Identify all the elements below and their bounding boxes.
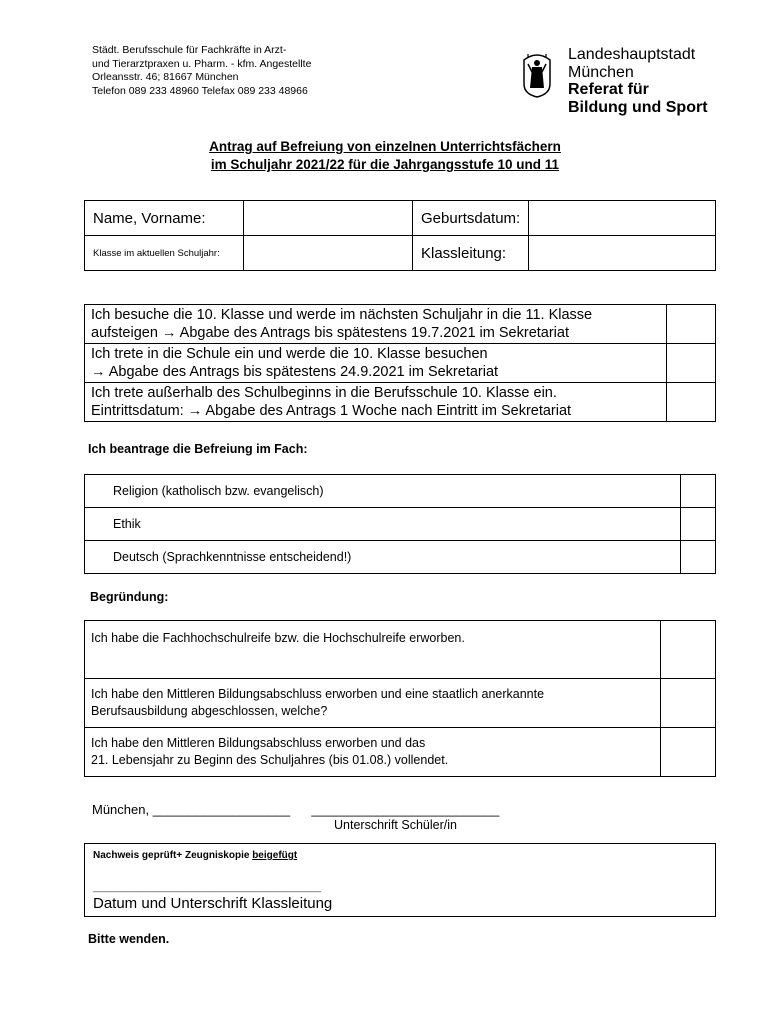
reason-line-1: Ich habe die Fachhochschulreife bzw. die Hochschulreife erworben.	[91, 631, 465, 645]
birthdate-label: Geburtsdatum:	[413, 201, 529, 236]
reason-checkbox[interactable]	[661, 679, 716, 728]
status-line-1: Ich besuche die 10. Klasse und werde im nächsten Schuljahr in die 11. Klasse	[91, 307, 593, 323]
teacher-label: Klassleitung:	[413, 236, 529, 271]
status-checkbox[interactable]	[667, 344, 716, 383]
subject-label: Deutsch (Sprachkenntnisse entscheidend!)	[85, 541, 681, 574]
student-signature-line[interactable]: __________________________	[311, 802, 500, 817]
school-line-3: Orleansstr. 46; 81667 München	[92, 71, 239, 83]
proof-title-text: Nachweis geprüft+ Zeugniskopie	[93, 850, 253, 861]
school-address	[92, 44, 311, 98]
teacher-signature-label: Datum und Unterschrift Klassleitung	[93, 895, 333, 912]
status-line-1: Ich trete in die Schule ein und werde die 10. Klasse besuchen	[91, 346, 488, 362]
reason-text	[85, 679, 661, 728]
name-field[interactable]	[244, 201, 413, 236]
subject-checkbox[interactable]	[681, 508, 716, 541]
status-text	[85, 344, 667, 383]
muenchner-kindl-icon	[522, 50, 552, 98]
reason-line-2: Berufsausbildung abgeschlossen, welche?	[91, 704, 328, 718]
status-row	[85, 383, 716, 422]
subject-checkbox[interactable]	[681, 475, 716, 508]
proof-box	[84, 843, 716, 917]
reason-line-1: Ich habe den Mittleren Bildungsabschluss erworben und eine staatlich anerkannte	[91, 687, 545, 701]
title-line-2: im Schuljahr 2021/22 für die Jahrgangsstufe 10 und 11	[210, 157, 560, 172]
dept-line-1: Referat für	[568, 81, 649, 98]
status-line-2: → Abgabe des Antrags bis spätestens 24.9.2021 im Sekretariat	[91, 364, 499, 380]
dept-line-2: Bildung und Sport	[568, 98, 708, 116]
status-row	[85, 344, 716, 383]
class-field[interactable]	[244, 236, 413, 271]
place-date-field[interactable]: München, ___________________	[92, 802, 291, 817]
reason-line-2: 21. Lebensjahr zu Beginn des Schuljahres (bis 01.08.) vollendet.	[91, 753, 449, 767]
teacher-signature-line[interactable]: _________________________________________	[93, 882, 322, 893]
school-line-4: Telefon 089 233 48960 Telefax 089 233 48966	[92, 84, 308, 97]
reasons-table	[84, 620, 716, 777]
status-line-2: aufsteigen → Abgabe des Antrags bis spätestens 19.7.2021 im Sekretariat	[91, 325, 569, 341]
reason-line-1: Ich habe den Mittleren Bildungsabschluss erworben und das	[91, 736, 426, 750]
reason-checkbox[interactable]	[661, 728, 716, 777]
student-signature-label: Unterschrift Schüler/in	[334, 818, 457, 832]
please-turn-note: Bitte wenden.	[88, 932, 170, 946]
subject-label: Ethik	[85, 508, 681, 541]
subject-checkbox[interactable]	[681, 541, 716, 574]
status-text	[85, 383, 667, 422]
name-label: Name, Vorname:	[85, 201, 244, 236]
subjects-table	[84, 474, 716, 574]
teacher-field[interactable]	[529, 236, 716, 271]
status-checkbox[interactable]	[667, 305, 716, 344]
birthdate-field[interactable]	[529, 201, 716, 236]
status-line-1: Ich trete außerhalb des Schulbeginns in die Berufsschule 10. Klasse ein.	[91, 385, 557, 401]
reason-row	[85, 621, 716, 679]
class-label: Klasse im aktuellen Schuljahr:	[85, 236, 244, 271]
reason-text	[85, 728, 661, 777]
subject-row	[85, 541, 716, 574]
personal-data-table	[84, 200, 716, 271]
signature-row	[92, 802, 499, 817]
status-row	[85, 305, 716, 344]
city-line-1: Landeshauptstadt	[568, 46, 696, 63]
reason-text	[85, 621, 661, 679]
subject-row	[85, 508, 716, 541]
status-line-2: Eintrittsdatum: → Abgabe des Antrags 1 Woche nach Eintritt im Sekretariat	[91, 403, 572, 419]
reason-checkbox[interactable]	[661, 621, 716, 679]
subject-row	[85, 475, 716, 508]
school-line-1: Städt. Berufsschule für Fachkräfte in Arzt-	[92, 44, 287, 56]
reason-row	[85, 728, 716, 777]
proof-title	[93, 850, 297, 861]
status-options-table	[84, 304, 716, 422]
subjects-heading: Ich beantrage die Befreiung im Fach:	[88, 442, 308, 456]
school-line-2: und Tierarztpraxen u. Pharm. - kfm. Angestellte	[92, 57, 312, 70]
title-line-1: Antrag auf Befreiung von einzelnen Unterrichtsfächern	[209, 139, 561, 154]
authority-block	[568, 46, 708, 116]
reason-heading: Begründung:	[90, 590, 169, 604]
status-checkbox[interactable]	[667, 383, 716, 422]
reason-row	[85, 679, 716, 728]
page-title	[0, 138, 770, 174]
proof-title-underlined: beigefügt	[252, 850, 298, 861]
city-line-2: München	[568, 63, 634, 81]
status-text	[85, 305, 667, 344]
subject-label: Religion (katholisch bzw. evangelisch)	[85, 475, 681, 508]
